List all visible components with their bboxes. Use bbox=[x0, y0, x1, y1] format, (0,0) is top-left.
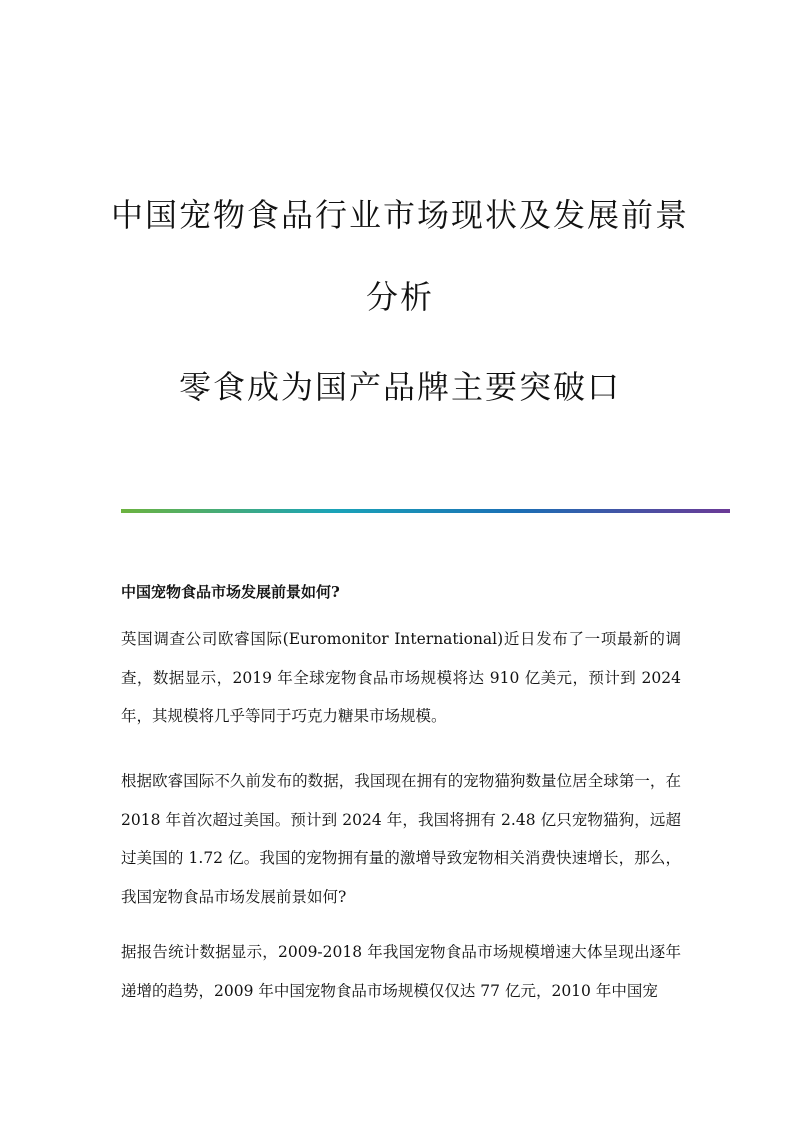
paragraph-3: 据报告统计数据显示，2009-2018 年我国宠物食品市场规模增速大体呈现出逐年递增的趋势，2009 年中国宠物食品市场规模仅仅达 77 亿元，2010 年中国宠 bbox=[121, 943, 681, 1000]
document-title-line-2: 分析 bbox=[365, 278, 434, 316]
gradient-divider bbox=[121, 509, 730, 513]
document-subtitle: 零食成为国产品牌主要突破口 bbox=[178, 368, 621, 406]
paragraph-2: 根据欧睿国际不久前发布的数据，我国现在拥有的宠物猫狗数量位居全球第一，在 2018 年首次超过美国。预计到 2024 年，我国将拥有 2.48 亿只宠物猫狗，远超过美国的 1.72 亿。我国的宠物拥有量的激增导致宠物相关消费快速增长，那么，我国宠物食品市场发展前景如何? bbox=[121, 772, 681, 906]
section-heading: 中国宠物食品市场发展前景如何? bbox=[121, 583, 340, 601]
paragraph-1: 英国调查公司欧睿国际(Euromonitor International)近日发布了一项最新的调查，数据显示，2019 年全球宠物食品市场规模将达 910 亿美元，预计到 2024 年，其规模将几乎等同于巧克力糖果市场规模。 bbox=[121, 630, 681, 725]
document-title-line-1: 中国宠物食品行业市场现状及发展前景 bbox=[110, 196, 689, 234]
